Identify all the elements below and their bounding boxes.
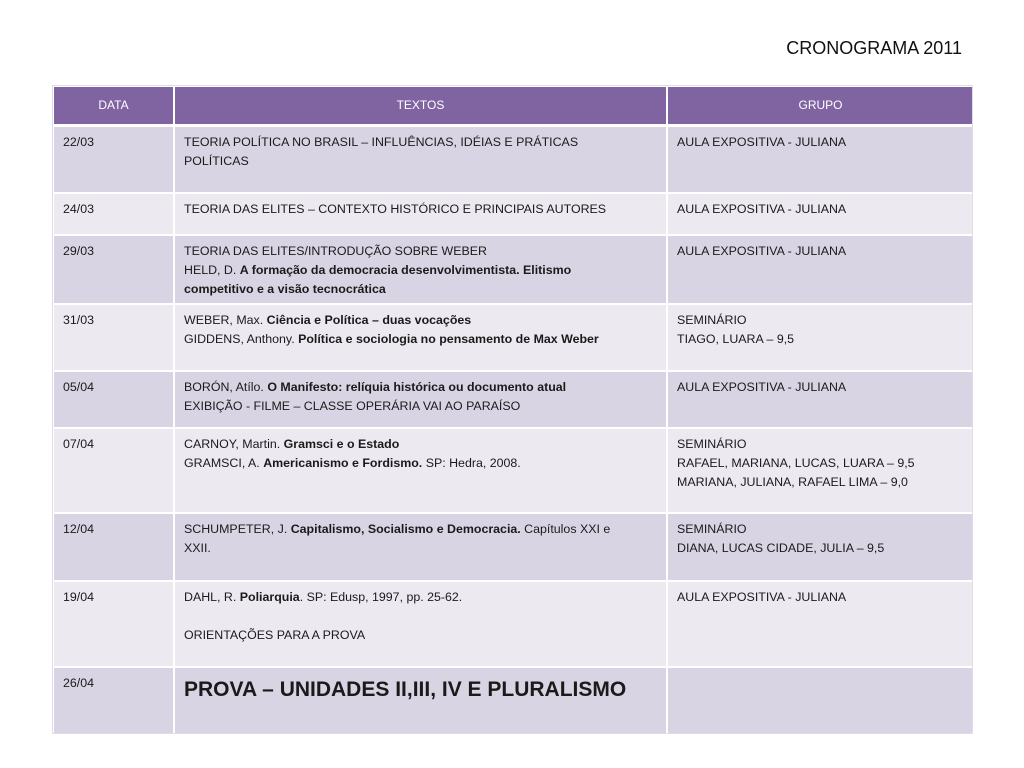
schedule-table (52, 85, 975, 736)
group-line: SEMINÁRIO (677, 522, 747, 536)
cell-texts (174, 371, 667, 428)
table-row (53, 371, 974, 428)
text-line (184, 588, 657, 607)
text-segment: GIDDENS, Anthony. (184, 332, 299, 346)
text-line (184, 626, 657, 645)
text-line (184, 133, 657, 152)
text-line (184, 242, 657, 261)
group-line: AULA EXPOSITIVA - JULIANA (677, 202, 847, 216)
group-line: AULA EXPOSITIVA - JULIANA (677, 590, 847, 604)
header-group: GRUPO (667, 86, 974, 125)
table-row (53, 125, 974, 193)
reading-title: Política e sociologia no pensamento de Max Weber (298, 332, 599, 346)
text-segment: TEORIA DAS ELITES – CONTEXTO HISTÓRICO E PRINCIPAIS AUTORES (184, 202, 607, 216)
group-line: MARIANA, JULIANA, RAFAEL LIMA – 9,0 (677, 475, 908, 489)
cell-date: 24/03 (53, 193, 174, 235)
text-segment: SCHUMPETER, J. (184, 522, 291, 536)
cell-texts (174, 193, 667, 235)
schedule-body (53, 125, 974, 735)
cell-date: 26/04 (53, 667, 174, 735)
cell-group (667, 193, 974, 235)
cell-group (667, 371, 974, 428)
reading-title: Ciência e Política – duas vocações (266, 313, 472, 327)
group-line: AULA EXPOSITIVA - JULIANA (677, 134, 847, 149)
text-segment: CARNOY, Martin. (184, 437, 284, 451)
cell-texts (174, 125, 667, 193)
group-line: AULA EXPOSITIVA - JULIANA (677, 380, 847, 394)
text-line (184, 454, 657, 473)
reading-title: Poliarquia (239, 590, 300, 604)
cell-date: 19/04 (53, 581, 174, 667)
text-line (184, 520, 657, 539)
cell-group (667, 304, 974, 371)
text-segment: DAHL, R. (184, 590, 240, 604)
cell-texts (174, 428, 667, 513)
cell-texts (174, 581, 667, 667)
blank-line (184, 607, 657, 626)
table-row (53, 235, 974, 304)
text-segment: GRAMSCI, A. (184, 456, 264, 470)
cell-date: 31/03 (53, 304, 174, 371)
group-line: TIAGO, LUARA – 9,5 (677, 332, 795, 346)
reading-title: Americanismo e Fordismo. (263, 456, 423, 470)
text-segment: XXII. (184, 541, 211, 555)
cell-texts (174, 667, 667, 735)
header-texts: TEXTOS (174, 86, 667, 125)
reading-title: Gramsci e o Estado (283, 437, 400, 451)
cell-group (667, 235, 974, 304)
text-line (184, 261, 657, 280)
text-segment: . SP: Edusp, 1997, pp. 25-62. (299, 590, 463, 604)
text-line (184, 435, 657, 454)
cell-group (667, 513, 974, 581)
reading-title: A formação da democracia desenvolvimentista. Elitismo (239, 263, 572, 277)
group-line: DIANA, LUCAS CIDADE, JULIA – 9,5 (677, 541, 885, 555)
cell-group (667, 428, 974, 513)
cell-date: 07/04 (53, 428, 174, 513)
table-row (53, 193, 974, 235)
text-line (184, 200, 657, 219)
text-line (184, 378, 657, 397)
table-header-row (53, 86, 974, 125)
text-segment: HELD, D. (184, 263, 240, 277)
cell-date: 05/04 (53, 371, 174, 428)
group-line: RAFAEL, MARIANA, LUCAS, LUARA – 9,5 (677, 456, 915, 470)
group-line: SEMINÁRIO (677, 437, 747, 451)
text-line (184, 539, 657, 558)
text-segment: POLÍTICAS (184, 153, 249, 168)
text-segment: BORÓN, Atílo. (184, 380, 268, 394)
table-row (53, 581, 974, 667)
text-segment: TEORIA DAS ELITES/INTRODUÇÃO SOBRE WEBER (184, 244, 487, 258)
cell-date: 29/03 (53, 235, 174, 304)
text-segment: ORIENTAÇÕES PARA A PROVA (184, 628, 366, 642)
text-segment: EXIBIÇÃO - FILME – CLASSE OPERÁRIA VAI AO PARAÍSO (184, 399, 521, 413)
table-row (53, 428, 974, 513)
text-line (184, 311, 657, 330)
group-line: AULA EXPOSITIVA - JULIANA (677, 244, 847, 258)
text-line (184, 280, 657, 299)
cell-group (667, 581, 974, 667)
cell-date: 22/03 (53, 125, 174, 193)
text-segment: WEBER, Max. (184, 313, 267, 327)
header-date: DATA (53, 86, 174, 125)
exam-title: PROVA – UNIDADES II,III, IV E PLURALISMO (184, 678, 627, 701)
text-line (184, 330, 657, 349)
cell-texts (174, 513, 667, 581)
text-line (184, 397, 657, 416)
table-row (53, 513, 974, 581)
cell-texts (174, 235, 667, 304)
group-line: SEMINÁRIO (677, 313, 747, 327)
cell-texts (174, 304, 667, 371)
cell-group (667, 667, 974, 735)
text-segment: SP: Hedra, 2008. (422, 456, 521, 470)
cell-group (667, 125, 974, 193)
table-row (53, 667, 974, 735)
page-title: CRONOGRAMA 2011 (786, 38, 962, 58)
reading-title: O Manifesto: relíquia histórica ou documento atual (267, 380, 567, 394)
table-row (53, 304, 974, 371)
text-segment: Capítulos XXI e (520, 522, 611, 536)
cell-date: 12/04 (53, 513, 174, 581)
reading-title: competitivo e a visão tecnocrática (184, 282, 386, 296)
reading-title: Capitalismo, Socialismo e Democracia. (290, 522, 521, 536)
text-line (184, 152, 657, 171)
text-segment: TEORIA POLÍTICA NO BRASIL – INFLUÊNCIAS, IDÉIAS E PRÁTICAS (184, 134, 579, 149)
